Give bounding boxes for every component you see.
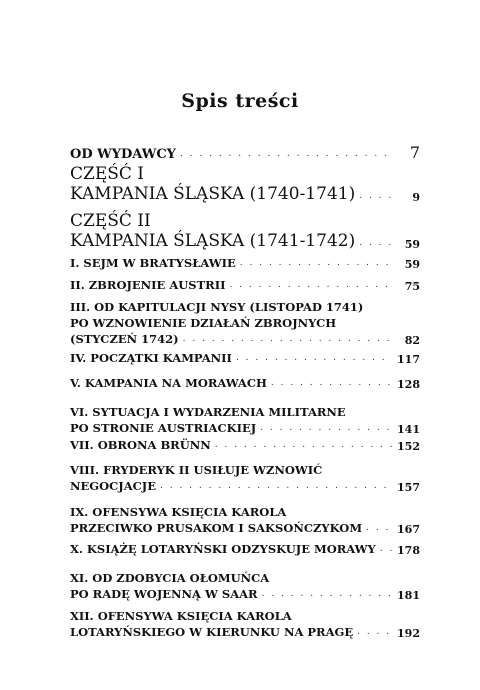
toc-entry[interactable] (70, 277, 420, 293)
toc-entry-title: VIII. FRYDERYK II USIŁUJE WZNOWIĆ (70, 463, 323, 477)
toc-entry-title: II. ZBROJENIE AUSTRII (70, 278, 226, 292)
toc-page-number: 157 (397, 481, 420, 494)
toc-entry[interactable] (70, 541, 420, 557)
dot-leader (271, 378, 392, 388)
toc-entry-title: IV. POCZĄTKI KAMPANII (70, 351, 232, 365)
toc-entry[interactable] (70, 437, 420, 453)
toc-entry-title: CZĘŚĆ I (70, 164, 145, 184)
toc-page-number: 167 (397, 523, 420, 536)
dot-leader (262, 589, 392, 599)
toc-entry-title: XI. OD ZDOBYCIA OŁOMUŃCA (70, 571, 270, 585)
toc-entry[interactable] (70, 404, 420, 436)
toc-page-number: 178 (397, 544, 420, 557)
toc-page-number: 9 (412, 191, 420, 204)
toc-entry[interactable] (70, 504, 420, 536)
toc-entry[interactable] (70, 164, 420, 204)
toc-page-number: 75 (404, 280, 420, 293)
toc-entry[interactable] (70, 462, 420, 494)
dot-leader (160, 481, 392, 491)
toc-entry-title: VII. OBRONA BRÜNN (70, 438, 211, 452)
toc-entry-title: III. OD KAPITULACJI NYSY (LISTOPAD 1741) (70, 300, 364, 314)
toc-entry[interactable] (70, 255, 420, 271)
toc-entry[interactable] (70, 299, 420, 347)
toc-page-number: 7 (409, 143, 420, 162)
toc-page-number: 59 (404, 258, 420, 271)
dot-leader (260, 423, 392, 433)
toc-entry-title: (STYCZEŃ 1742) (70, 332, 179, 346)
toc-entry-title: KAMPANIA ŚLĄSKA (1740-1741) (70, 184, 356, 204)
toc-page-number: 152 (397, 440, 420, 453)
dot-leader (236, 353, 392, 363)
dot-leader (359, 238, 392, 248)
dot-leader (240, 258, 392, 268)
toc-entry-title: I. SEJM W BRATYSŁAWIE (70, 256, 236, 270)
toc-page-number: 128 (397, 378, 420, 391)
dot-leader (359, 191, 392, 201)
toc-page-number: 141 (397, 423, 420, 436)
toc-entry[interactable] (70, 143, 420, 162)
page-title: Spis treści (181, 90, 299, 112)
toc-page-number: 181 (397, 589, 420, 602)
toc-page-number: 117 (397, 353, 420, 366)
dot-leader (183, 334, 392, 344)
toc-entry-title: KAMPANIA ŚLĄSKA (1741-1742) (70, 231, 356, 251)
toc-entry-title: LOTARYŃSKIEGO W KIERUNKU NA PRAGĘ (70, 625, 354, 639)
dot-leader (229, 280, 392, 290)
toc-page-number: 59 (404, 238, 420, 251)
toc-entry-title: PO RADĘ WOJENNĄ W SAAR (70, 587, 258, 601)
dot-leader (366, 523, 392, 533)
toc-page-number: 82 (404, 334, 420, 347)
toc-entry-title: V. KAMPANIA NA MORAWACH (70, 376, 267, 390)
toc-entry-title: OD WYDAWCY (70, 147, 176, 162)
toc-entry-title: VI. SYTUACJA I WYDARZENIA MILITARNE (70, 405, 346, 419)
toc-entry[interactable] (70, 350, 420, 366)
toc-entry-title: PO WZNOWIENIE DZIAŁAŃ ZBROJNYCH (70, 316, 337, 330)
dot-leader (180, 149, 392, 159)
toc-entry-title: X. KSIĄŻĘ LOTARYŃSKI ODZYSKUJE MORAWY (70, 542, 376, 556)
toc-entry-title: IX. OFENSYWA KSIĘCIA KAROLA (70, 505, 287, 519)
toc-entry-title: PO STRONIE AUSTRIACKIEJ (70, 421, 257, 435)
toc-entry[interactable] (70, 211, 420, 251)
dot-leader (215, 440, 392, 450)
toc-entry[interactable] (70, 570, 420, 602)
toc-entry-title: CZĘŚĆ II (70, 211, 151, 231)
toc-entry[interactable] (70, 608, 420, 640)
toc-entry-title: NEGOCJACJE (70, 479, 156, 493)
dot-leader (380, 544, 392, 554)
toc-entry-title: PRZECIWKO PRUSAKOM I SAKSOŃCZYKOM (70, 521, 363, 535)
toc-entry-title: XII. OFENSYWA KSIĘCIA KAROLA (70, 609, 292, 623)
dot-leader (357, 627, 392, 637)
toc-entry[interactable] (70, 375, 420, 391)
toc-page-number: 192 (397, 627, 420, 640)
